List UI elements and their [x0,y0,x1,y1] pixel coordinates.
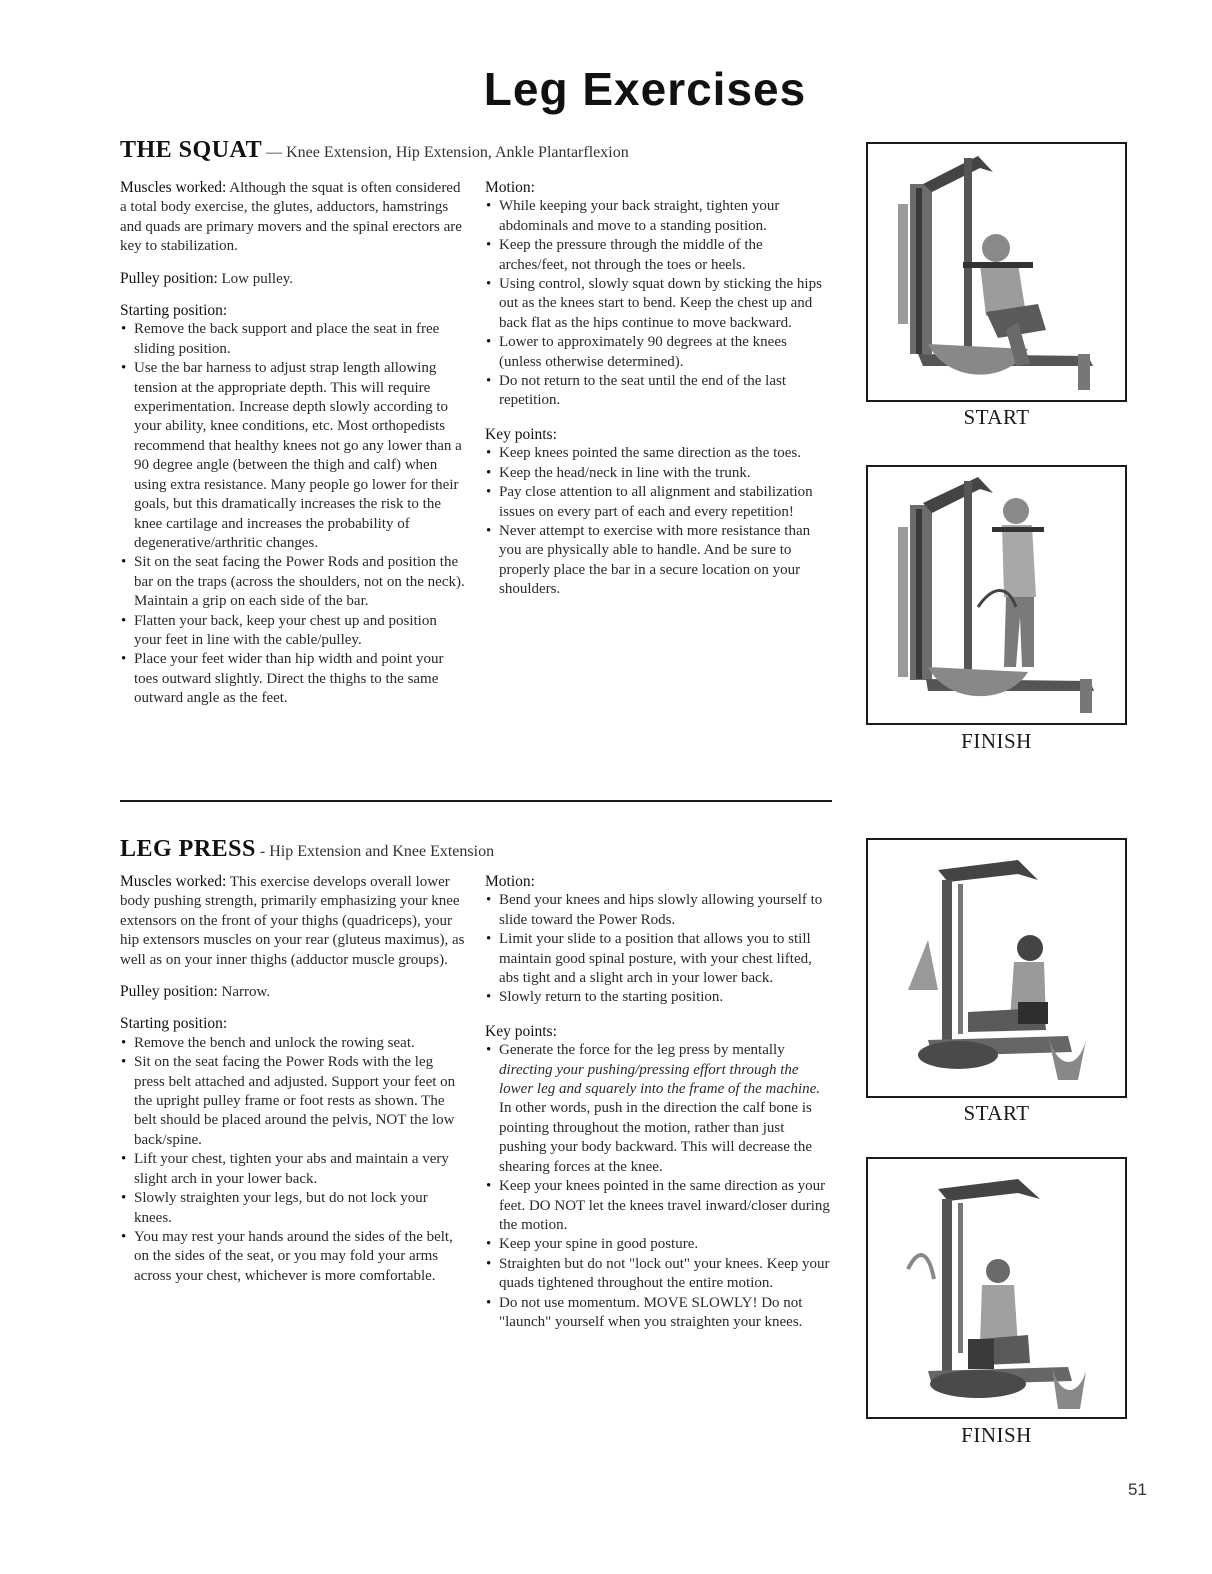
page-number: 51 [1128,1480,1147,1499]
list-item: • Slowly return to the starting position. [485,988,832,1007]
squat-starting-list [120,320,465,708]
list-item: • Place your feet wider than hip width and point your toes outward slightly. Direct the thighs to the same outward angle as the feet. [120,650,465,708]
list-item: • Keep knees pointed the same direction as the toes. [485,444,832,463]
squat-subtitle: Knee Extension, Hip Extension, Ankle Plantarflexion [286,144,629,161]
squat-motion-label: Motion: [485,179,535,196]
squat-start-illustration [868,144,1125,400]
legpress-dash: - [259,843,266,860]
squat-dash: — [266,144,283,161]
list-item: • Slowly straighten your legs, but do not lock your knees. [120,1189,465,1228]
list-item: • Remove the bench and unlock the rowing seat. [120,1034,465,1053]
legpress-left-column [120,872,465,1298]
section-divider [120,800,832,802]
legpress-start-caption: START [963,1101,1030,1125]
squat-start-photo [866,142,1127,402]
legpress-key-label: Key points: [485,1022,557,1040]
list-item: • Use the bar harness to adjust strap length allowing tension at the appropriate depth. This will require experimentation. Increase depth slowly according to your ability, knee conditions, etc. Most orthopedists recommend that healthy knees not go any lower than a 90 degree angle (between the thigh and calf) when using extra resistance. Many people go lower for their goals, but this dramatically increases the risk to the knee cartilage and increases the probability of degenerative/arthritic changes. [120,359,465,553]
list-item: • Lift your chest, tighten your abs and maintain a very slight arch in your lower back. [120,1150,465,1189]
squat-muscles-text: Although the squat is often considered a total body exercise, the glutes, adductors, hamstrings and quads are primary movers and the spinal erectors are key to stabilization. [120,180,462,255]
list-item: • Lower to approximately 90 degrees at the knees (unless otherwise determined). [485,333,832,372]
squat-key-label: Key points: [485,425,557,443]
list-item: • Keep your knees pointed in the same direction as your feet. DO NOT let the knees travel inward/closer during the motion. [485,1177,832,1235]
list-item: • Pay close attention to all alignment and stabilization issues on every part of each and every repetition! [485,483,832,522]
squat-pulley [120,269,465,289]
list-item: • You may rest your hands around the sides of the belt, on the sides of the seat, or you may fold your arms across your chest, whichever is more comfortable. [120,1228,465,1286]
list-item: • Using control, slowly squat down by sticking the hips out as the knees start to bend. Keep the chest up and back flat as the hips continue to move backward. [485,275,832,333]
legpress-starting-label: Starting position: [120,1015,228,1033]
squat-finish-illustration [868,467,1125,723]
squat-start-caption: START [963,405,1030,429]
legpress-right-column [485,872,832,1344]
list-item: • Do not return to the seat until the end of the last repetition. [485,372,832,411]
legpress-start-photo [866,838,1127,1098]
legpress-key-1-post: In other words, push in the direction the calf bone is pointing throughout the motion, rather than just pushing your body backward. This will decrease the shearing forces at the knee. [499,1100,812,1175]
list-item: • Limit your slide to a position that allows you to still maintain good spinal posture, with your chest lifted, abs tight and a slight arch in your lower back. [485,930,832,988]
squat-starting-label: Starting position: [120,302,228,320]
legpress-pulley [120,982,465,1002]
page-title: Leg Exercises [483,63,807,115]
legpress-heading [120,836,494,863]
list-item: • Sit on the seat facing the Power Rods and position the bar on the traps (across the shoulders, not on the neck). Maintain a grip on each side of the bar. [120,553,465,611]
legpress-muscles-text: This exercise develops overall lower body pushing strength, primarily emphasizing your knee extensors on the front of your thighs (quadriceps), your hip extensors muscles on your rear (gluteus maximus), as well as on your inner thighs (adductor muscle groups). [120,874,465,968]
legpress-key-list [485,1041,832,1332]
list-item: • Sit on the seat facing the Power Rods with the leg press belt attached and adjusted. Support your feet on the upright pulley frame or foot rests as shown. The belt should be placed around the pelvis, NOT the low back/spine. [120,1053,465,1150]
squat-pulley-label: Pulley position: [120,269,218,287]
squat-pulley-text: Low pulley. [221,270,294,287]
legpress-pulley-text: Narrow. [221,984,271,1001]
squat-muscles-label: Muscles worked: [120,179,227,196]
squat-right-column [485,178,832,612]
squat-title: THE SQUAT [120,137,263,163]
legpress-motion-list [485,891,832,1007]
legpress-key-1-emphasis: directing your pushing/pressing effort through the lower leg and squarely into the frame of the machine. [499,1061,821,1098]
squat-finish-photo [866,465,1127,725]
legpress-muscles [120,872,465,970]
list-item: • Never attempt to exercise with more resistance than you are physically able to handle. And be sure to properly place the bar in a secure location on your shoulders. [485,522,832,600]
legpress-subtitle: Hip Extension and Knee Extension [269,843,495,860]
list-item: • Straighten but do not "lock out" your knees. Keep your quads tightened throughout the entire motion. [485,1255,832,1294]
squat-left-column [120,178,465,721]
squat-motion-list [485,197,832,410]
list-item: • Keep the pressure through the middle of the arches/feet, not through the toes or heels. [485,236,832,275]
legpress-finish-illustration [868,1159,1125,1417]
list-item: • Keep your spine in good posture. [485,1235,832,1254]
squat-key-list [485,444,832,599]
legpress-title: LEG PRESS [120,836,256,862]
list-item: • Remove the back support and place the seat in free sliding position. [120,320,465,359]
legpress-start-illustration [868,840,1125,1096]
squat-heading [120,137,629,164]
legpress-starting-list [120,1034,465,1286]
list-item: • While keeping your back straight, tighten your abdominals and move to a standing position. [485,197,832,236]
list-item [485,1041,832,1177]
list-item: • Do not use momentum. MOVE SLOWLY! Do not "launch" yourself when you straighten your knees. [485,1294,832,1333]
legpress-finish-caption: FINISH [961,1423,1032,1447]
list-item: • Keep the head/neck in line with the trunk. [485,464,832,483]
legpress-pulley-label: Pulley position: [120,983,218,1001]
legpress-finish-photo [866,1157,1127,1419]
list-item: • Bend your knees and hips slowly allowing yourself to slide toward the Power Rods. [485,891,832,930]
squat-muscles [120,178,465,257]
squat-finish-caption: FINISH [961,729,1032,753]
list-item: • Flatten your back, keep your chest up and position your feet in line with the cable/pulley. [120,612,465,651]
legpress-muscles-label: Muscles worked: [120,873,227,890]
legpress-motion-label: Motion: [485,873,535,890]
legpress-key-1-pre: Generate the force for the leg press by mentally [499,1042,785,1059]
